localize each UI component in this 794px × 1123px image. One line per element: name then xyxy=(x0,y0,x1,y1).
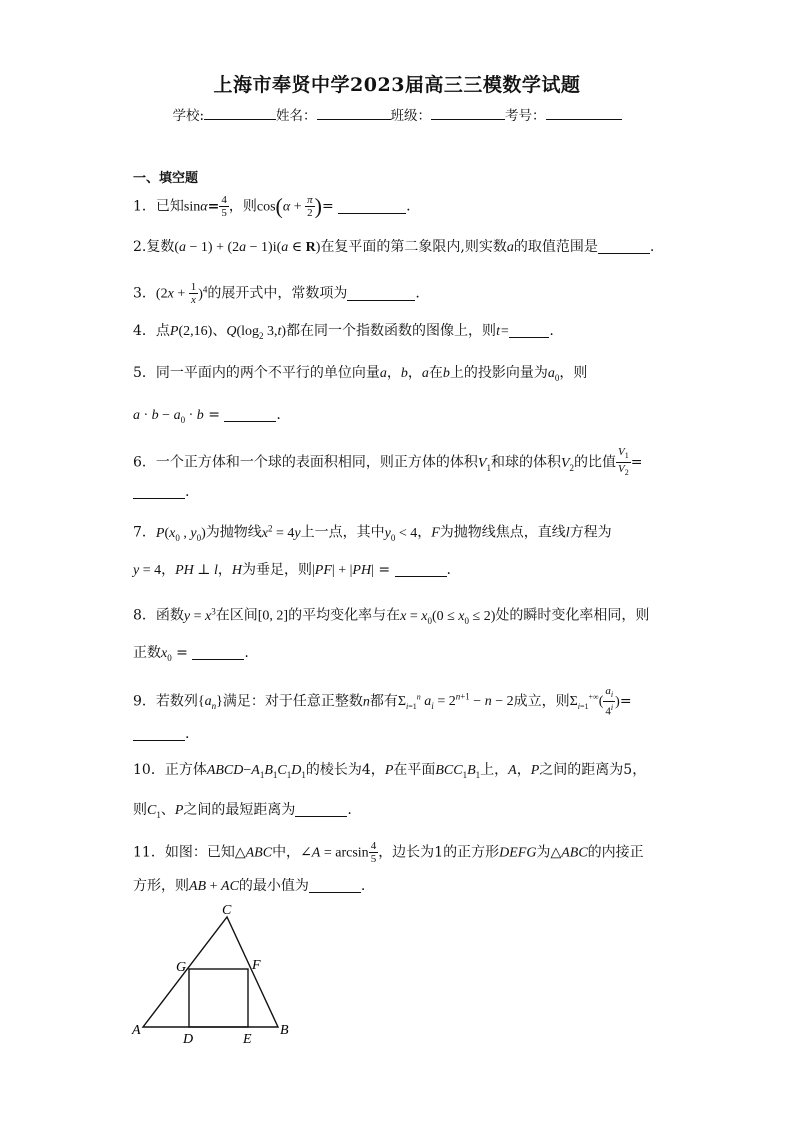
q10-text: 的棱长为4， xyxy=(305,762,385,778)
math: P xyxy=(384,763,394,778)
q9-text: 都有 xyxy=(369,693,398,710)
q7-text: 为抛物线焦点，直线 xyxy=(439,524,566,541)
math: $y_0 < 4$ xyxy=(384,525,418,543)
math: ∠A = arcsin xyxy=(300,845,369,861)
math: $\Sigma_{i=1}^n$ $a_i = 2^{n+1} - n - 2$ xyxy=(397,691,514,712)
math: $P(x_0$ , $y_0$) xyxy=(155,525,206,543)
square-defg xyxy=(189,969,248,1027)
question-number: 6． xyxy=(133,454,156,471)
q11-text: 的内接正 xyxy=(587,844,644,861)
q3-text: . xyxy=(415,285,420,302)
answer-blank[interactable] xyxy=(309,878,361,893)
id-blank[interactable] xyxy=(546,107,622,120)
question-number: 3． xyxy=(133,285,156,302)
question-9-cont xyxy=(133,724,189,744)
q6-text: . xyxy=(185,484,190,500)
fraction: $\frac{\pi}{2}$ xyxy=(307,194,313,219)
q7-text: ， xyxy=(417,524,432,541)
math: $x_0$ xyxy=(161,646,172,663)
math: ABCD xyxy=(206,763,244,778)
question-9 xyxy=(133,685,632,718)
q5-text: ， xyxy=(386,365,401,381)
q4-text: 、 xyxy=(212,323,227,339)
question-10-cont xyxy=(133,800,352,825)
q11-text: 如图：已知 xyxy=(164,844,235,861)
q4-text: 点 xyxy=(155,323,170,339)
math: a xyxy=(421,366,429,381)
fraction: $\frac{1}{x}$ xyxy=(190,281,197,307)
q1-text: . xyxy=(406,198,411,215)
label-e: E xyxy=(243,1032,252,1047)
q1-text: ，则 xyxy=(228,198,257,215)
question-number: 1． xyxy=(133,198,156,215)
q11-text: ，边长为1的正方形 xyxy=(378,844,500,861)
answer-blank[interactable] xyxy=(133,484,185,499)
q8-text: = xyxy=(176,645,188,661)
q8-text: 正数 xyxy=(133,645,161,661)
answer-blank[interactable] xyxy=(509,323,549,338)
answer-blank[interactable] xyxy=(395,562,447,577)
q6-text: 一个正方体和一个球的表面积相同，则正方体的体积 xyxy=(155,454,478,471)
math: cos xyxy=(256,199,276,215)
q10-text: 上， xyxy=(480,762,509,778)
q11-text: 方形，则 xyxy=(133,878,189,894)
math: a xyxy=(506,240,514,255)
math: n xyxy=(362,694,370,710)
q10-text: 正方体 xyxy=(164,762,207,778)
math: $x = x_0(0 \le x_0 \le 2)$ xyxy=(400,608,496,626)
q7-text: 方程为 xyxy=(569,524,612,541)
question-number: 5． xyxy=(133,365,156,381)
math: (a − 1) + (2a − 1)i(a ∈ R) xyxy=(174,240,321,255)
math: b xyxy=(400,366,408,381)
question-8-cont xyxy=(133,643,249,668)
math: α xyxy=(200,199,208,215)
math: P xyxy=(174,803,184,818)
math: − xyxy=(243,763,252,778)
q2-text: 在复平面的第二象限内,则实数 xyxy=(320,239,507,255)
math: y = 4 xyxy=(133,563,162,578)
name-blank[interactable] xyxy=(317,107,391,120)
q5-text: ，则 xyxy=(559,365,588,381)
q2-text: 的取值范围是 xyxy=(513,239,598,255)
q8-text: 的平均变化率与在 xyxy=(288,607,401,624)
q4-text: 都在同一个指数函数的图像上，则 xyxy=(286,323,497,339)
label-b: B xyxy=(280,1023,289,1038)
math: $\Sigma_{i=1}^{+\infty}$( xyxy=(569,692,604,712)
q4-text: . xyxy=(549,323,554,339)
question-number: 4． xyxy=(133,323,156,339)
q11-text: 为 xyxy=(536,844,551,861)
math: ( xyxy=(275,193,283,219)
math: $BCC_1B_1$ xyxy=(435,763,481,780)
school-blank[interactable] xyxy=(204,107,276,120)
fraction: $\frac{V_1}{V_2}$ xyxy=(618,446,629,478)
q2-text: 复数 xyxy=(146,239,175,255)
q8-text: 在区间 xyxy=(215,607,258,624)
q10-text: . xyxy=(347,802,352,818)
question-number: 7． xyxy=(133,524,156,541)
q7-text: . xyxy=(446,562,451,578)
q7-text: ， xyxy=(217,562,232,578)
q9-text: = xyxy=(619,693,632,710)
student-info-row xyxy=(0,104,794,124)
question-2 xyxy=(133,237,654,258)
question-number: 2. xyxy=(133,239,147,255)
math: $C_1$ xyxy=(147,803,161,820)
math: (2x + xyxy=(155,286,189,302)
q5-text: . xyxy=(276,407,281,423)
math: b xyxy=(442,366,450,381)
q6-text: 的比值 xyxy=(574,454,617,471)
q9-text: 成立，则 xyxy=(513,693,570,710)
math: $V_2$ xyxy=(560,455,575,473)
q10-text: 则 xyxy=(133,802,147,818)
q10-text: 在平面 xyxy=(393,762,436,778)
question-4 xyxy=(133,321,554,346)
q6-text: = xyxy=(630,454,643,471)
math: $Q(\log_2$ 3,t) xyxy=(226,324,287,341)
q7-text: 为抛物线 xyxy=(205,524,262,541)
answer-blank[interactable] xyxy=(295,802,347,817)
math: ) xyxy=(615,694,620,710)
q8-text: . xyxy=(244,645,249,661)
question-3 xyxy=(133,279,420,306)
q11-text: 的最小值为 xyxy=(238,878,309,894)
q8-text: 函数 xyxy=(155,607,184,624)
school-label: 学校: xyxy=(172,108,205,124)
q10-text: 之间的距离为5， xyxy=(539,762,647,778)
label-c: C xyxy=(222,903,232,918)
question-6 xyxy=(133,446,643,479)
q3-text: 的展开式中，常数项为 xyxy=(207,285,348,302)
question-11-cont xyxy=(133,876,365,897)
fraction: $\frac{4}{5}$ xyxy=(221,194,227,219)
math: PH ⊥ l xyxy=(175,563,218,578)
answer-blank[interactable] xyxy=(224,407,276,422)
q5-text: 同一平面内的两个不平行的单位向量 xyxy=(155,365,380,381)
math: △ABC xyxy=(550,845,588,861)
q8-text: 处的瞬时变化率相同，则 xyxy=(495,607,650,624)
name-label: 姓名： xyxy=(276,108,317,124)
fraction: $\frac{4}{5}$ xyxy=(370,840,377,865)
math: F xyxy=(431,525,440,541)
answer-blank[interactable] xyxy=(598,239,650,254)
math: $\{a_n\}$ xyxy=(197,694,223,712)
question-1 xyxy=(133,194,411,219)
label-g: G xyxy=(176,960,187,975)
math: DEFG xyxy=(499,845,537,861)
id-label: 考号： xyxy=(505,108,546,124)
math: △ABC xyxy=(234,845,273,861)
q10-text: 之间的最短距离为 xyxy=(183,802,296,818)
math: A xyxy=(508,763,517,778)
fraction: $\frac{a_i}{4^i}$ xyxy=(605,685,614,718)
q9-text: . xyxy=(185,726,190,742)
math: AB + AC xyxy=(189,879,239,894)
math: )$^4$ xyxy=(198,284,208,302)
label-d: D xyxy=(183,1032,194,1047)
math: H xyxy=(231,563,242,578)
question-5 xyxy=(133,363,587,388)
math: $x^2 = 4y$ xyxy=(261,523,301,541)
math: [0, 2] xyxy=(257,608,289,624)
label-a: A xyxy=(132,1023,141,1038)
q2-text: . xyxy=(649,239,655,255)
class-blank[interactable] xyxy=(431,107,505,120)
q1-text: = xyxy=(321,198,334,215)
q5-text: 在 xyxy=(428,365,443,381)
q7-text: 为垂足，则 xyxy=(241,562,312,578)
math: l xyxy=(565,525,570,541)
answer-blank[interactable] xyxy=(338,199,406,214)
q9-text: 满足：对于任意正整数 xyxy=(222,693,363,710)
question-number: 9． xyxy=(133,693,156,710)
math: a xyxy=(379,366,387,381)
section-heading: 一、填空题 xyxy=(133,171,199,186)
question-7-cont xyxy=(133,560,451,581)
math: sin xyxy=(183,199,201,215)
q10-text: 、 xyxy=(160,802,175,818)
math: $a \cdot b - a_0 \cdot b$ xyxy=(133,408,204,425)
q7-text: ， xyxy=(161,562,176,578)
answer-blank[interactable] xyxy=(133,726,185,741)
answer-blank[interactable] xyxy=(192,645,244,660)
math: $y = x^3$ xyxy=(183,606,216,624)
q9-text: 若数列 xyxy=(155,693,198,710)
question-number: 10． xyxy=(133,762,165,778)
math: P xyxy=(530,763,540,778)
math: $V_1$ xyxy=(477,455,491,473)
question-number: 8． xyxy=(133,607,156,624)
q5-text: = xyxy=(208,407,220,423)
math: $A_1B_1C_1D_1$ xyxy=(251,763,306,780)
math: t= xyxy=(496,324,510,339)
triangle-square-figure xyxy=(128,902,298,1047)
math: P(2,16) xyxy=(169,324,213,339)
question-6-cont xyxy=(133,482,189,502)
q1-text: 已知 xyxy=(155,198,184,215)
page-title: 上海市奉贤中学2023届高三三模数学试题 xyxy=(213,74,581,96)
math: $a_0$ xyxy=(547,366,560,383)
question-8 xyxy=(133,601,649,630)
question-5-cont xyxy=(133,405,281,430)
question-number: 11． xyxy=(133,844,165,861)
math: = xyxy=(207,198,220,215)
q5-text: 上的投影向量为 xyxy=(449,365,548,381)
q7-text: = xyxy=(378,562,391,578)
math: |PF| + |PH| xyxy=(311,563,374,578)
math: + xyxy=(290,199,306,215)
q6-text: 和球的体积 xyxy=(490,454,561,471)
math: α xyxy=(282,199,291,215)
q5-text: ， xyxy=(407,365,422,381)
q11-text: 中， xyxy=(272,844,301,861)
question-7 xyxy=(133,518,612,547)
math: ) xyxy=(314,193,322,219)
answer-blank[interactable] xyxy=(347,286,415,301)
label-f: F xyxy=(252,958,261,973)
q11-text: . xyxy=(360,878,366,894)
q7-text: 上一点，其中 xyxy=(300,524,385,541)
question-10: 10．正方体$ABCD-A_1B_1C_1D_1$的棱长为4，P在平面$BCC_1B_1$上，A，P之间的距离为5， xyxy=(133,762,647,780)
class-label: 班级： xyxy=(390,108,432,124)
question-11 xyxy=(133,840,644,865)
